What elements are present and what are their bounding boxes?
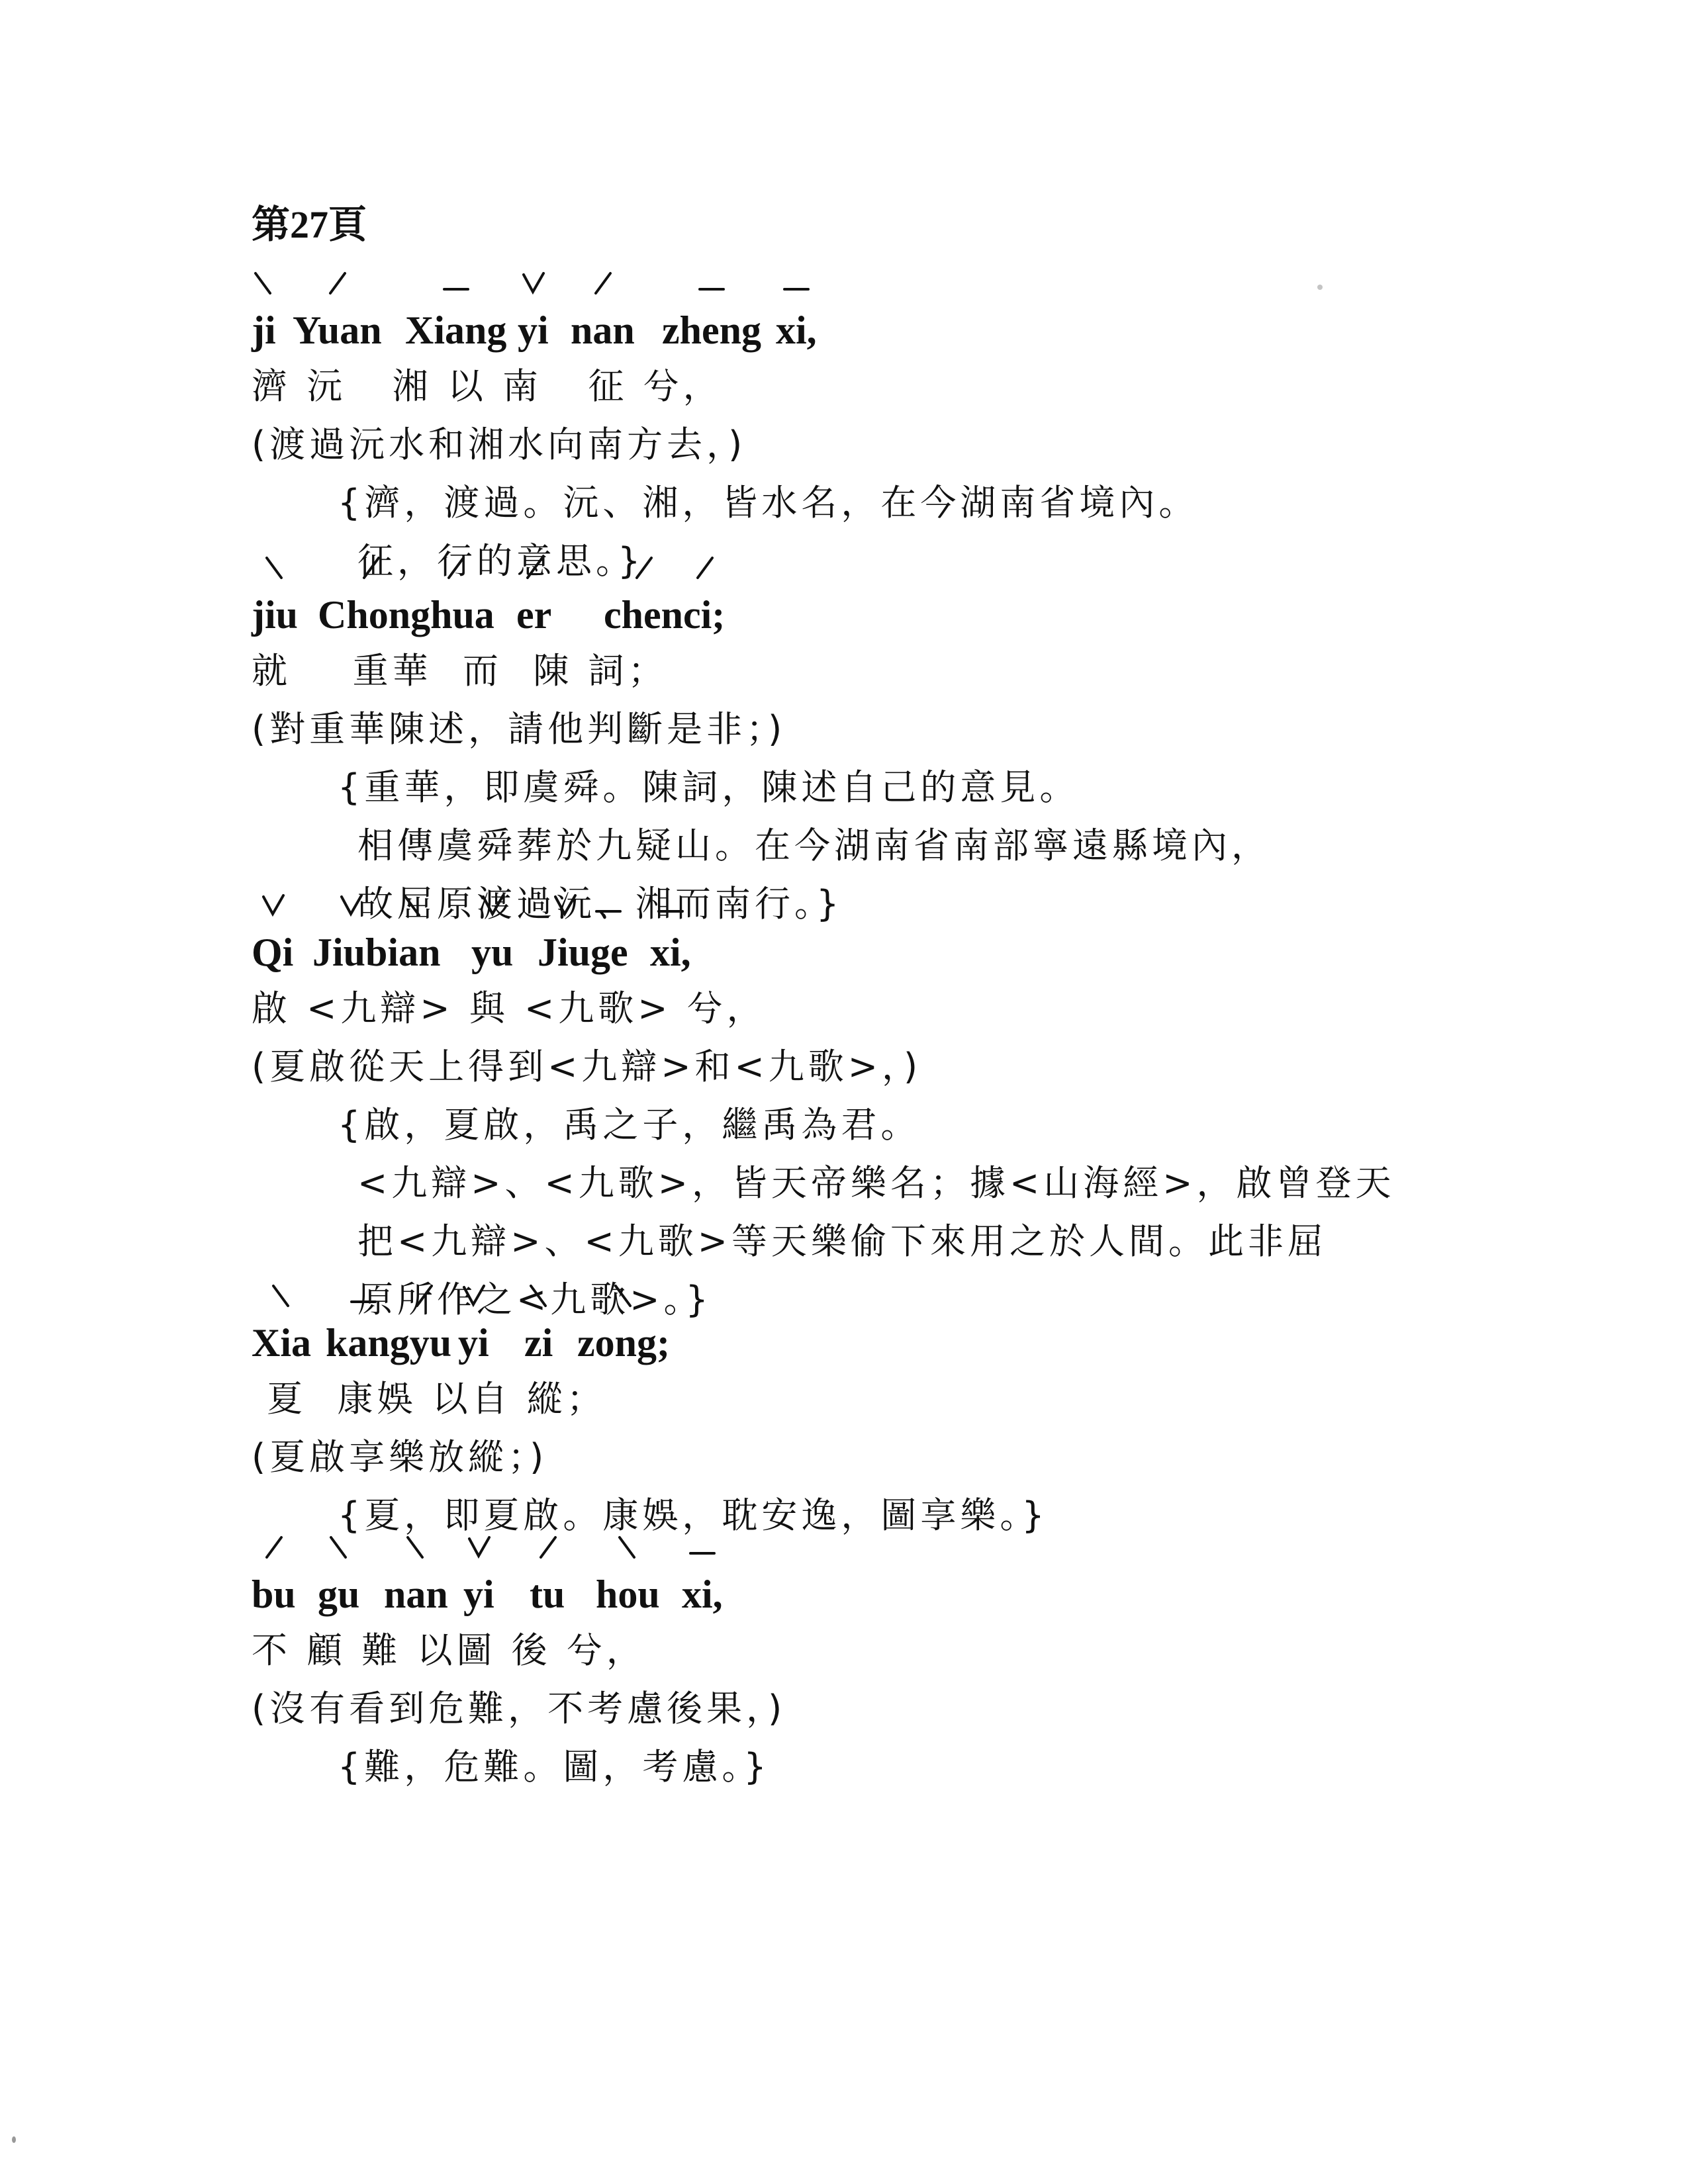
- annotation-line: 把<九辯>、<九歌>等天樂偷下來用之於人間。此非屈: [357, 1220, 1327, 1262]
- pinyin-syllable: [252, 1320, 311, 1366]
- scan-speck: [1317, 285, 1323, 290]
- pinyin-text: yi: [518, 308, 549, 352]
- pinyin-text: chen: [604, 593, 683, 637]
- annotation-line: 征，行的意思。}: [357, 540, 645, 582]
- pinyin-syllable: [604, 592, 683, 638]
- pinyin-text: yi: [458, 1321, 489, 1365]
- pinyin-syllable: [516, 592, 551, 638]
- pinyin-text: Yuan: [293, 308, 382, 352]
- stanza: [252, 543, 1509, 933]
- stanza: [252, 1271, 1509, 1545]
- pinyin-syllable: [458, 1320, 489, 1366]
- pinyin-syllable: [683, 592, 725, 638]
- tone-mark-icon: [478, 891, 507, 918]
- pinyin-text: zi: [524, 1321, 553, 1365]
- pinyin-text: tu: [530, 1572, 565, 1616]
- tone-mark-icon: [356, 554, 385, 580]
- scan-speck: [12, 2136, 16, 2143]
- tone-mark-icon: [588, 269, 617, 296]
- tone-mark-icon: [688, 1533, 717, 1560]
- pinyin-syllable: [312, 930, 440, 976]
- annotation-line: 故屈原渡過沅、湘而南行。}: [357, 883, 843, 925]
- tone-mark-icon: [260, 554, 289, 580]
- pinyin-syllable: [662, 308, 761, 353]
- pinyin-syllable: [538, 930, 628, 976]
- tone-mark-icon: [258, 891, 287, 918]
- tone-mark-icon: [441, 554, 470, 580]
- pinyin-text: Qi: [252, 931, 294, 974]
- stanza: [252, 258, 1509, 590]
- tone-mark-icon: [613, 1533, 642, 1560]
- stanza: [252, 880, 1509, 1329]
- pinyin-text: jiu: [252, 593, 299, 637]
- pinyin-text: yi: [463, 1572, 494, 1616]
- pinyin-syllable: [252, 930, 293, 976]
- pinyin-text: Chonghua: [318, 593, 494, 637]
- pinyin-text: Jiubian: [312, 931, 441, 974]
- annotation-line: {難，危難。圖，考慮。}: [338, 1746, 771, 1788]
- pinyin-line: [252, 1271, 1509, 1370]
- pinyin-text: nan: [384, 1572, 448, 1616]
- chinese-verse-line: 就 重華 而 陳 詞；: [252, 650, 668, 692]
- pinyin-text: xi,: [682, 1572, 723, 1616]
- tone-mark-icon: [533, 1533, 562, 1560]
- pinyin-syllable: [530, 1572, 565, 1617]
- tone-mark-icon: [524, 1282, 553, 1308]
- pinyin-text: ji: [252, 308, 276, 352]
- tone-mark-icon: [336, 891, 365, 918]
- pinyin-syllable: [252, 1572, 296, 1617]
- pinyin-text: Xiang: [405, 308, 507, 352]
- page-title: 第27頁: [252, 203, 367, 246]
- annotation-line: {濟，渡過。沅、湘，皆水名，在今湖南省境內。: [338, 482, 1199, 523]
- tone-mark-icon: [609, 1282, 638, 1308]
- tone-mark-icon: [409, 1282, 438, 1308]
- tone-mark-icon: [464, 1533, 493, 1560]
- tone-mark-icon: [782, 269, 811, 296]
- pinyin-line: [252, 258, 1509, 357]
- pinyin-line: [252, 880, 1509, 979]
- stanza: [252, 1522, 1509, 1796]
- annotation-line: 相傳虞舜葬於九疑山。在今湖南省南部寧遠縣境內，: [357, 825, 1271, 866]
- pinyin-syllable: [596, 1572, 660, 1617]
- pinyin-text: zheng: [662, 308, 761, 352]
- tone-mark-icon: [629, 554, 658, 580]
- tone-mark-icon: [656, 891, 685, 918]
- tone-mark-icon: [249, 269, 278, 296]
- tone-mark-icon: [398, 891, 427, 918]
- tone-mark-icon: [459, 1282, 488, 1308]
- tone-mark-icon: [322, 269, 352, 296]
- pinyin-syllable: [571, 308, 635, 353]
- tone-mark-icon: [594, 891, 623, 918]
- pinyin-text: er: [516, 593, 552, 637]
- tone-mark-icon: [550, 891, 579, 918]
- pinyin-text: bu: [252, 1572, 296, 1616]
- translation-line: (沒有看到危難，不考慮後果，): [252, 1688, 786, 1729]
- pinyin-syllable: [384, 1572, 448, 1617]
- tone-mark-icon: [690, 554, 719, 580]
- annotation-line: {夏，即夏啟。康娛，耽安逸，圖享樂。}: [338, 1494, 1049, 1536]
- pinyin-syllable: [326, 1320, 451, 1366]
- annotation-line: <九辯>、<九歌>，皆天帝樂名；據<山海經>，啟曾登天: [357, 1162, 1395, 1204]
- translation-line: (夏啟享樂放縱；): [252, 1436, 548, 1478]
- tone-mark-icon: [349, 1282, 378, 1308]
- pinyin-text: ci;: [683, 593, 726, 637]
- chinese-verse-line: 不 顧 難 以圖 後 兮，: [252, 1629, 646, 1671]
- pinyin-syllable: [318, 1572, 359, 1617]
- annotation-line: 原所作之<九歌>。}: [357, 1279, 712, 1320]
- tone-mark-icon: [442, 269, 471, 296]
- pinyin-syllable: [650, 930, 691, 976]
- pinyin-text: Jiuge: [538, 931, 628, 974]
- tone-mark-icon: [520, 554, 549, 580]
- pinyin-syllable: [518, 308, 549, 353]
- pinyin-syllable: [776, 308, 817, 353]
- tone-mark-icon: [324, 1533, 353, 1560]
- pinyin-syllable: [252, 308, 276, 353]
- pinyin-syllable: [682, 1572, 723, 1617]
- translation-line: (夏啟從天上得到<九辯>和<九歌>，): [252, 1046, 922, 1087]
- tone-mark-icon: [697, 269, 726, 296]
- pinyin-syllable: [463, 1572, 494, 1617]
- pinyin-syllable: [577, 1320, 670, 1366]
- pinyin-text: gu: [318, 1572, 360, 1616]
- chinese-verse-line: 夏 康娛 以自 縱；: [252, 1378, 606, 1420]
- pinyin-text: xi,: [650, 931, 691, 974]
- chinese-verse-line: 啟 <九辯> 與 <九歌> 兮，: [252, 987, 767, 1029]
- tone-mark-icon: [267, 1282, 296, 1308]
- annotation-line: {重華，即虞舜。陳詞，陳述自己的意見。: [338, 766, 1080, 808]
- pinyin-text: nan: [571, 308, 635, 352]
- pinyin-syllable: [471, 930, 513, 976]
- pinyin-line: [252, 1522, 1509, 1621]
- pinyin-text: zong;: [577, 1321, 670, 1365]
- pinyin-syllable: [405, 308, 506, 353]
- pinyin-text: Xia: [252, 1321, 311, 1365]
- tone-mark-icon: [259, 1533, 288, 1560]
- pinyin-text: yu: [471, 931, 514, 974]
- pinyin-syllable: [318, 592, 494, 638]
- pinyin-syllable: [524, 1320, 553, 1366]
- translation-line: (渡過沅水和湘水向南方去，): [252, 424, 747, 465]
- tone-mark-icon: [518, 269, 547, 296]
- pinyin-text: hou: [596, 1572, 660, 1616]
- chinese-verse-line: 濟 沅 湘 以 南 征 兮，: [252, 365, 723, 407]
- pinyin-line: [252, 543, 1509, 642]
- annotation-line: {啟，夏啟，禹之子，繼禹為君。: [338, 1104, 921, 1146]
- pinyin-syllable: [293, 308, 382, 353]
- pinyin-text: kangyu: [326, 1321, 452, 1365]
- pinyin-syllable: [252, 592, 298, 638]
- annotation-block: [338, 1738, 1509, 1796]
- tone-mark-icon: [401, 1533, 430, 1560]
- translation-line: (對重華陳述，請他判斷是非；): [252, 708, 786, 750]
- pinyin-text: xi,: [776, 308, 817, 352]
